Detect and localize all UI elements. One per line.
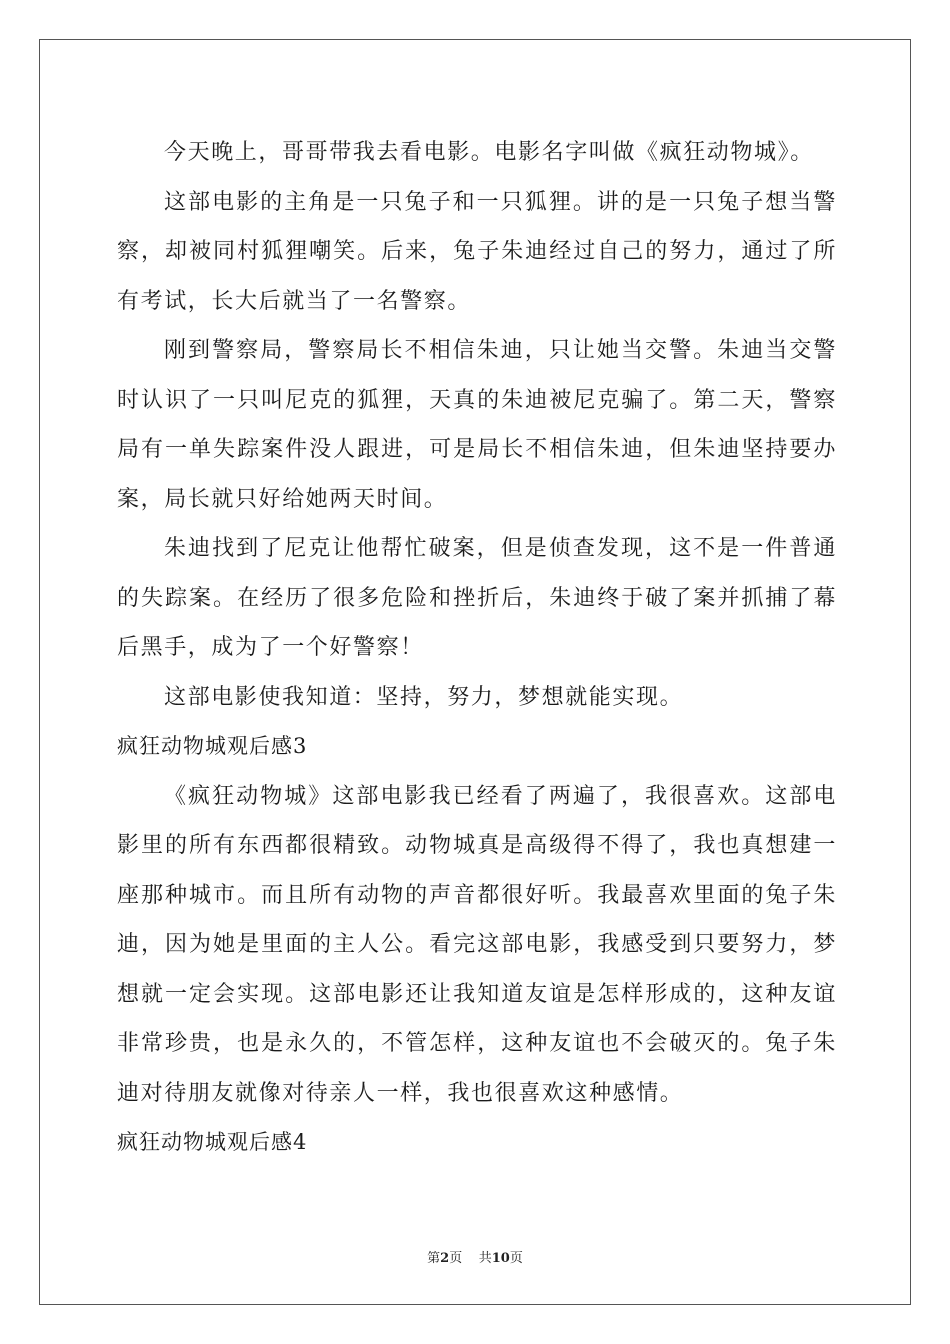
section-heading: 疯狂动物城观后感4 [117,1130,308,1154]
paragraph: 《疯狂动物城》这部电影我已经看了两遍了，我很喜欢。这部电影里的所有东西都很精致。动物城真是高级得不得了，我也真想建一座那种城市。而且所有动物的声音都很好听。我最喜欢里面的兔子朱迪，因为她是里面的主人公。看完这部电影，我感受到只要努力，梦想就一定会实现。这部电影还让我知道友谊是怎样形成的，这种友谊非常珍贵，也是永久的，不管怎样，这种友谊也不会破灭的。兔子朱迪对待朋友就像对待亲人一样，我也很喜欢这种感情。 [117,783,837,1106]
paragraph: 今天晚上，哥哥带我去看电影。电影名字叫做《疯狂动物城》。 [164,140,814,165]
page-number: 2 [440,1251,450,1266]
paragraph: 朱迪找到了尼克让他帮忙破案，但是侦查发现，这不是一件普通的失踪案。在经历了很多危险和挫折后，朱迪终于破了案并抓捕了幕后黑手，成为了一个好警察！ [117,536,837,660]
total-unit: 页 [509,1251,523,1266]
page-prefix: 第 [427,1251,441,1266]
paragraph: 这部电影的主角是一只兔子和一只狐狸。讲的是一只兔子想当警察，却被同村狐狸嘲笑。后来，兔子朱迪经过自己的努力，通过了所有考试，长大后就当了一名警察。 [117,189,837,314]
paragraph: 刚到警察局，警察局长不相信朱迪，只让她当交警。朱迪当交警时认识了一只叫尼克的狐狸，天真的朱迪被尼克骗了。第二天，警察局有一单失踪案件没人跟进，可是局长不相信朱迪，但朱迪坚持要办案，局长就只好给她两天时间。 [117,338,837,512]
page-unit: 页 [449,1251,463,1266]
document-body [117,128,837,1168]
page-total: 10 [491,1251,510,1266]
paragraph: 这部电影使我知道：坚持，努力，梦想就能实现。 [164,684,684,710]
section-heading: 疯狂动物城观后感3 [117,734,308,758]
total-prefix: 共 [478,1251,492,1266]
page-footer [0,1247,950,1266]
